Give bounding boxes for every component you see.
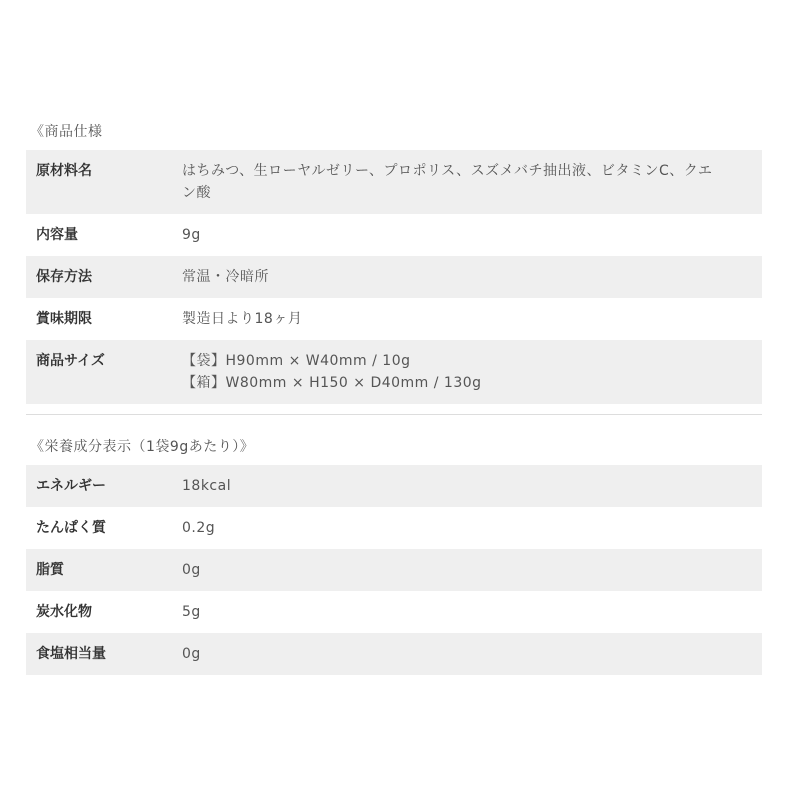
nutrition-row-energy — [26, 465, 762, 507]
nutrition-row-salt — [26, 633, 762, 675]
nutrition-row-fat — [26, 549, 762, 591]
spec-value-line: ン酸 — [182, 185, 211, 201]
spec-table — [26, 150, 762, 404]
spec-value — [172, 150, 762, 214]
spec-value: 常温・冷暗所 — [172, 256, 762, 298]
spec-row-size — [26, 340, 762, 404]
spec-label: 原材料名 — [26, 150, 172, 214]
spec-row-content — [26, 214, 762, 256]
nutrition-section — [26, 437, 762, 675]
nutrition-title: 《栄養成分表示（1袋9gあたり）》 — [30, 439, 255, 455]
spec-label: 賞味期限 — [26, 298, 172, 340]
spec-value-line: 【袋】H90mm × W40mm / 10g — [182, 353, 411, 369]
spec-title: 《商品仕様 — [30, 124, 103, 140]
spec-value: 製造日より18ヶ月 — [172, 298, 762, 340]
spec-value — [172, 340, 762, 404]
spec-row-ingredients — [26, 150, 762, 214]
spec-section — [26, 122, 762, 404]
spec-label: 商品サイズ — [26, 340, 172, 404]
nutrition-value: 18kcal — [172, 465, 762, 507]
spec-value-line: 【箱】W80mm × H150 × D40mm / 130g — [182, 375, 482, 391]
nutrition-value: 0g — [172, 633, 762, 675]
spec-label: 内容量 — [26, 214, 172, 256]
nutrition-label: たんぱく質 — [26, 507, 172, 549]
nutrition-row-protein — [26, 507, 762, 549]
nutrition-table — [26, 465, 762, 675]
nutrition-row-carbs — [26, 591, 762, 633]
spec-row-expiry — [26, 298, 762, 340]
nutrition-value: 5g — [172, 591, 762, 633]
nutrition-value: 0g — [172, 549, 762, 591]
nutrition-label: エネルギー — [26, 465, 172, 507]
spec-label: 保存方法 — [26, 256, 172, 298]
spec-row-storage — [26, 256, 762, 298]
nutrition-value: 0.2g — [172, 507, 762, 549]
nutrition-label: 炭水化物 — [26, 591, 172, 633]
section-divider — [26, 414, 762, 415]
nutrition-label: 脂質 — [26, 549, 172, 591]
spec-value: 9g — [172, 214, 762, 256]
nutrition-label: 食塩相当量 — [26, 633, 172, 675]
spec-value-line: はちみつ、生ローヤルゼリー、プロポリス、スズメバチ抽出液、ビタミンC、クエ — [182, 163, 713, 179]
